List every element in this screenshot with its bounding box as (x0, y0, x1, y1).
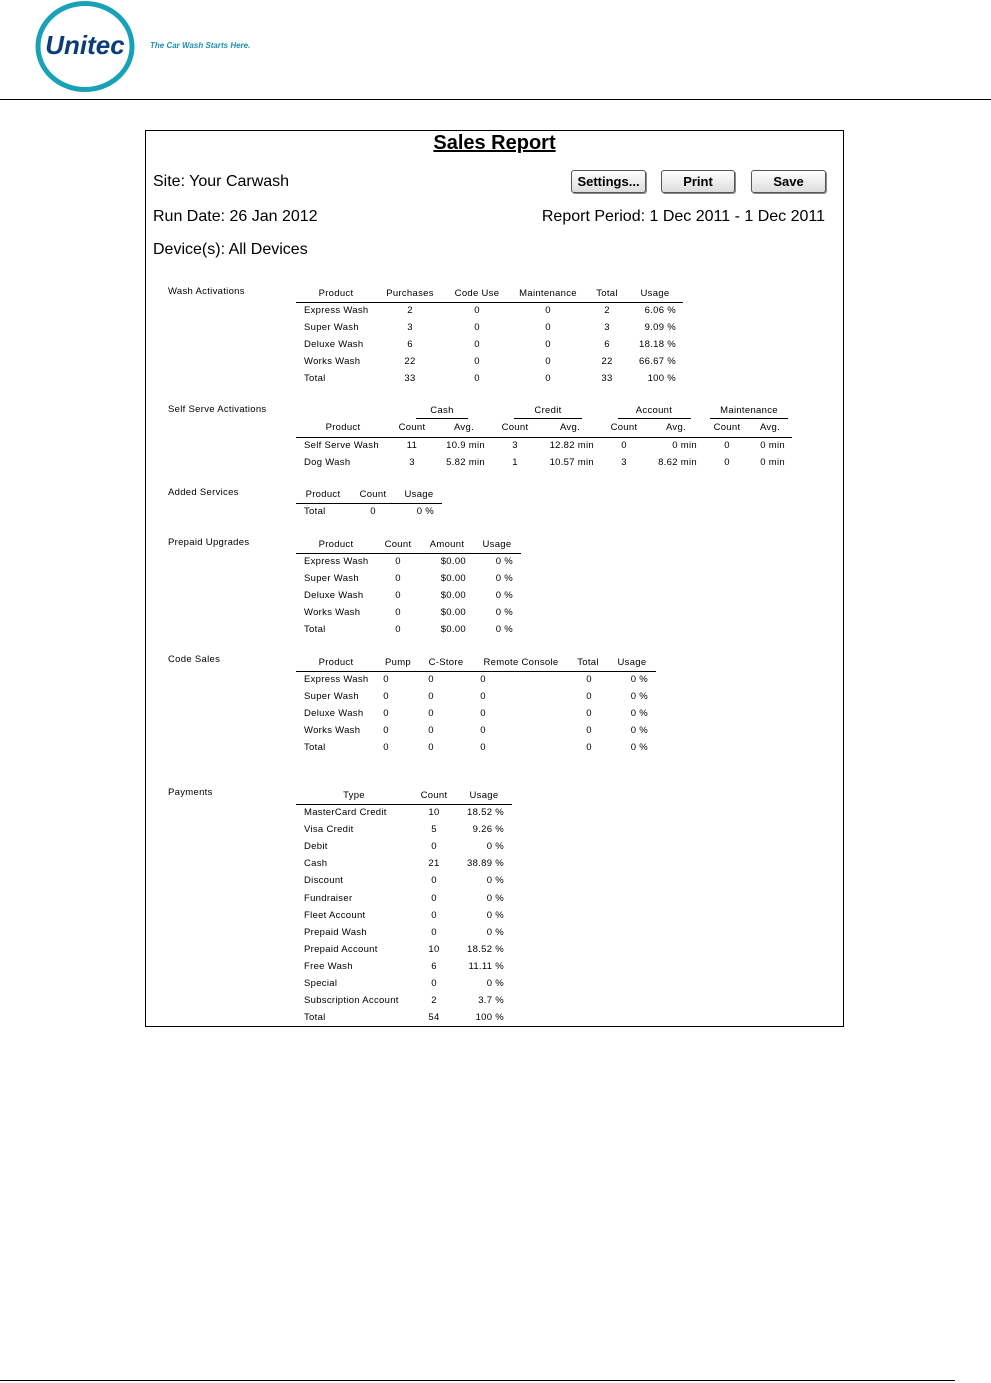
table-cell: 0 (474, 373, 480, 385)
column-header: Count (359, 489, 387, 500)
row-label: Express Wash (304, 305, 369, 316)
table-cell: 0 (428, 725, 434, 737)
table-cell: 3 (409, 457, 415, 469)
column-header: Avg. (759, 422, 781, 433)
column-header: Code Use (454, 288, 500, 299)
table-cell: 22 (601, 356, 613, 368)
column-header: Type (343, 790, 365, 801)
table-cell: 0 % (416, 506, 434, 517)
row-label: Debit (304, 841, 328, 853)
column-header: Usage (404, 489, 434, 500)
table-cell: $0.00 (440, 607, 466, 619)
header-rule (296, 437, 792, 438)
row-label: Total (304, 624, 326, 636)
table-cell: 0 (586, 674, 592, 685)
section-added-services: Added Services (168, 487, 239, 498)
table-cell: 0 (480, 674, 486, 685)
column-header: Maintenance (519, 288, 577, 299)
table-cell: 38.89 % (467, 858, 504, 870)
table-cell: $0.00 (440, 590, 466, 602)
column-header: Count (713, 422, 741, 433)
table-cell: 0 (395, 573, 401, 585)
column-header: Remote Console (483, 657, 559, 668)
table-cell: 0 (545, 356, 551, 368)
site-label: Site: Your Carwash (153, 173, 290, 190)
section-prepaid-upgrades: Prepaid Upgrades (168, 537, 250, 548)
column-header: Product (318, 657, 354, 668)
group-underline (514, 418, 582, 419)
header-rule (296, 553, 521, 554)
row-label: Express Wash (304, 556, 369, 567)
row-label: Deluxe Wash (304, 708, 364, 720)
group-underline (618, 418, 691, 419)
table-cell: 0 (383, 725, 389, 737)
table-cell: 0 (431, 978, 437, 989)
section-wash-activations: Wash Activations (168, 286, 245, 297)
table-cell: 0 (383, 742, 389, 754)
table-cell: 0 (480, 725, 486, 737)
table-cell: 0 (586, 708, 592, 720)
table-cell: 100 % (647, 373, 676, 385)
table-cell: 3 (512, 440, 518, 451)
table-cell: 2 (604, 305, 610, 316)
table-cell: 0 (431, 926, 437, 938)
table-cell: 0 % (630, 725, 648, 737)
table-cell: 0 (545, 322, 551, 334)
section-payments: Payments (168, 787, 213, 798)
row-label: Subscription Account (304, 995, 399, 1007)
column-header: Count (501, 422, 529, 433)
column-header: Total (596, 288, 618, 299)
row-label: Works Wash (304, 607, 361, 619)
table-cell: 0 (480, 708, 486, 720)
report-period-label: Report Period: 1 Dec 2011 - 1 Dec 2011 (541, 208, 825, 225)
table-cell: 3 (621, 457, 627, 469)
group-header: Maintenance (720, 405, 778, 416)
table-cell: 18.52 % (467, 807, 504, 818)
column-header: Product (318, 539, 354, 550)
column-header: Count (610, 422, 638, 433)
sales-report-window (145, 130, 844, 1027)
table-cell: 2 (431, 995, 437, 1007)
table-cell: 9.09 % (644, 322, 676, 334)
column-header: Avg. (453, 422, 475, 433)
group-header: Cash (430, 405, 454, 416)
table-cell: 6 (604, 339, 610, 351)
table-cell: 6.06 % (644, 305, 676, 316)
header-rule (296, 804, 512, 805)
table-cell: 0 (431, 841, 437, 853)
table-cell: 0 (545, 305, 551, 316)
row-label: Total (304, 742, 326, 754)
table-cell: 3 (604, 322, 610, 334)
table-cell: 21 (428, 858, 440, 870)
row-label: Special (304, 978, 338, 989)
table-cell: 0 % (630, 691, 648, 703)
table-cell: 0 (480, 742, 486, 754)
table-cell: 0 (431, 909, 437, 921)
row-label: Express Wash (304, 674, 369, 685)
section-self-serve: Self Serve Activations (168, 404, 267, 415)
table-cell: 0 (395, 556, 401, 567)
table-cell: 0 (383, 691, 389, 703)
row-label: Fundraiser (304, 892, 353, 904)
unitec-logo (35, 1, 135, 92)
table-cell: 0 % (495, 624, 513, 636)
table-cell: 0 (431, 892, 437, 904)
table-cell: 0 (545, 339, 551, 351)
column-header: Avg. (559, 422, 581, 433)
table-cell: 8.62 min (658, 457, 697, 469)
report-title: Sales Report (433, 132, 556, 154)
table-cell: 6 (407, 339, 413, 351)
row-label: Self Serve Wash (304, 440, 379, 451)
row-label: Fleet Account (304, 909, 366, 921)
table-cell: 0 % (486, 978, 504, 989)
group-underline (416, 418, 468, 419)
table-cell: 0 (545, 373, 551, 385)
column-header: Usage (482, 539, 512, 550)
table-cell: 0 (383, 708, 389, 720)
row-label: Dog Wash (304, 457, 351, 469)
header-divider (0, 99, 991, 100)
table-cell: 0 % (495, 607, 513, 619)
table-cell: 10.9 min (446, 440, 485, 451)
column-header: Purchases (386, 288, 434, 299)
logo-wordmark: Unitec (45, 30, 125, 60)
table-cell: 100 % (475, 1012, 504, 1024)
column-header: C-Store (428, 657, 464, 668)
table-cell: 10.57 min (549, 457, 594, 469)
footer-divider (0, 1380, 955, 1381)
table-cell: 11 (406, 440, 418, 451)
save-button[interactable]: Save (751, 170, 826, 193)
row-label: Visa Credit (304, 824, 354, 836)
header-rule (296, 302, 683, 303)
table-cell: 10 (428, 943, 440, 955)
table-cell: 11.11 % (468, 960, 504, 972)
group-header: Account (635, 405, 673, 416)
table-cell: 0 % (486, 909, 504, 921)
table-cell: 0 (621, 440, 627, 451)
row-label: Total (304, 373, 326, 385)
table-cell: $0.00 (440, 573, 466, 585)
section-code-sales: Code Sales (168, 654, 221, 665)
table-cell: 0 (428, 674, 434, 685)
table-cell: 0 (383, 674, 389, 685)
header-rule (296, 503, 442, 504)
column-header: Avg. (665, 422, 687, 433)
table-cell: 66.67 % (639, 356, 676, 368)
table-cell: 0 (586, 691, 592, 703)
column-header: Pump (384, 657, 412, 668)
table-cell: 0 (474, 356, 480, 368)
table-cell: 12.82 min (549, 440, 594, 451)
column-header: Count (384, 539, 412, 550)
table-cell: 0 % (495, 556, 513, 567)
column-header: Amount (429, 539, 465, 550)
print-button[interactable]: Print (661, 170, 735, 193)
table-cell: 0 % (630, 674, 648, 685)
table-cell: $0.00 (440, 556, 466, 567)
table-cell: 54 (428, 1012, 440, 1024)
row-label: Super Wash (304, 691, 359, 703)
table-cell: 0 min (672, 440, 697, 451)
table-cell: 0 (474, 322, 480, 334)
table-cell: 0 (474, 305, 480, 316)
table-cell: 5 (431, 824, 437, 836)
table-cell: 0 min (760, 440, 785, 451)
row-label: Super Wash (304, 573, 359, 585)
row-label: MasterCard Credit (304, 807, 387, 818)
table-cell: 0 (480, 691, 486, 703)
table-cell: 22 (404, 356, 416, 368)
row-label: Deluxe Wash (304, 339, 364, 351)
table-cell: 18.18 % (639, 339, 676, 351)
table-cell: 1 (512, 457, 518, 469)
run-date-label: Run Date: 26 Jan 2012 (153, 208, 318, 225)
table-cell: 0 (431, 875, 437, 887)
settings-button[interactable]: Settings... (571, 170, 646, 193)
table-cell: 2 (407, 305, 413, 316)
table-cell: 0 (428, 691, 434, 703)
row-label: Deluxe Wash (304, 590, 364, 602)
row-label: Total (304, 1012, 326, 1024)
table-cell: 0 % (486, 892, 504, 904)
table-cell: 0 (395, 624, 401, 636)
table-cell: $0.00 (440, 624, 466, 636)
table-cell: 0 % (486, 926, 504, 938)
table-cell: 0 (724, 457, 730, 469)
table-cell: 33 (404, 373, 416, 385)
table-cell: 0 % (495, 590, 513, 602)
table-cell: 0 (586, 742, 592, 754)
row-label: Discount (304, 875, 344, 887)
column-header: Total (577, 657, 599, 668)
column-header: Product (325, 422, 361, 433)
row-label: Total (304, 506, 326, 517)
column-header: Product (318, 288, 354, 299)
table-cell: 0 (395, 607, 401, 619)
table-cell: 3.7 % (478, 995, 504, 1007)
row-label: Cash (304, 858, 328, 870)
column-header: Usage (617, 657, 647, 668)
column-header: Usage (469, 790, 499, 801)
table-cell: 0 (586, 725, 592, 737)
table-cell: 33 (601, 373, 613, 385)
table-cell: 0 % (630, 708, 648, 720)
table-cell: 0 (428, 708, 434, 720)
table-cell: 18.52 % (467, 943, 504, 955)
group-header: Credit (534, 405, 562, 416)
row-label: Free Wash (304, 960, 353, 972)
row-label: Prepaid Wash (304, 926, 367, 938)
row-label: Works Wash (304, 725, 361, 737)
table-cell: 9.26 % (472, 824, 504, 836)
brand-tagline: The Car Wash Starts Here. (150, 41, 251, 50)
row-label: Prepaid Account (304, 943, 378, 955)
table-cell: 5.82 min (446, 457, 485, 469)
group-underline (710, 418, 788, 419)
table-cell: 3 (407, 322, 413, 334)
table-cell: 0 % (495, 573, 513, 585)
row-label: Super Wash (304, 322, 359, 334)
table-cell: 0 (428, 742, 434, 754)
table-cell: 0 (395, 590, 401, 602)
table-cell: 10 (428, 807, 440, 818)
table-cell: 6 (431, 960, 437, 972)
column-header: Usage (640, 288, 670, 299)
row-label: Works Wash (304, 356, 361, 368)
table-cell: 0 min (760, 457, 785, 469)
column-header: Count (420, 790, 448, 801)
table-cell: 0 % (486, 875, 504, 887)
table-cell: 0 (474, 339, 480, 351)
column-header: Product (305, 489, 341, 500)
table-cell: 0 % (630, 742, 648, 754)
table-cell: 0 % (486, 841, 504, 853)
table-cell: 0 (724, 440, 730, 451)
devices-label: Device(s): All Devices (153, 241, 308, 258)
table-cell: 0 (370, 506, 376, 517)
header-rule (296, 671, 656, 672)
column-header: Count (398, 422, 426, 433)
